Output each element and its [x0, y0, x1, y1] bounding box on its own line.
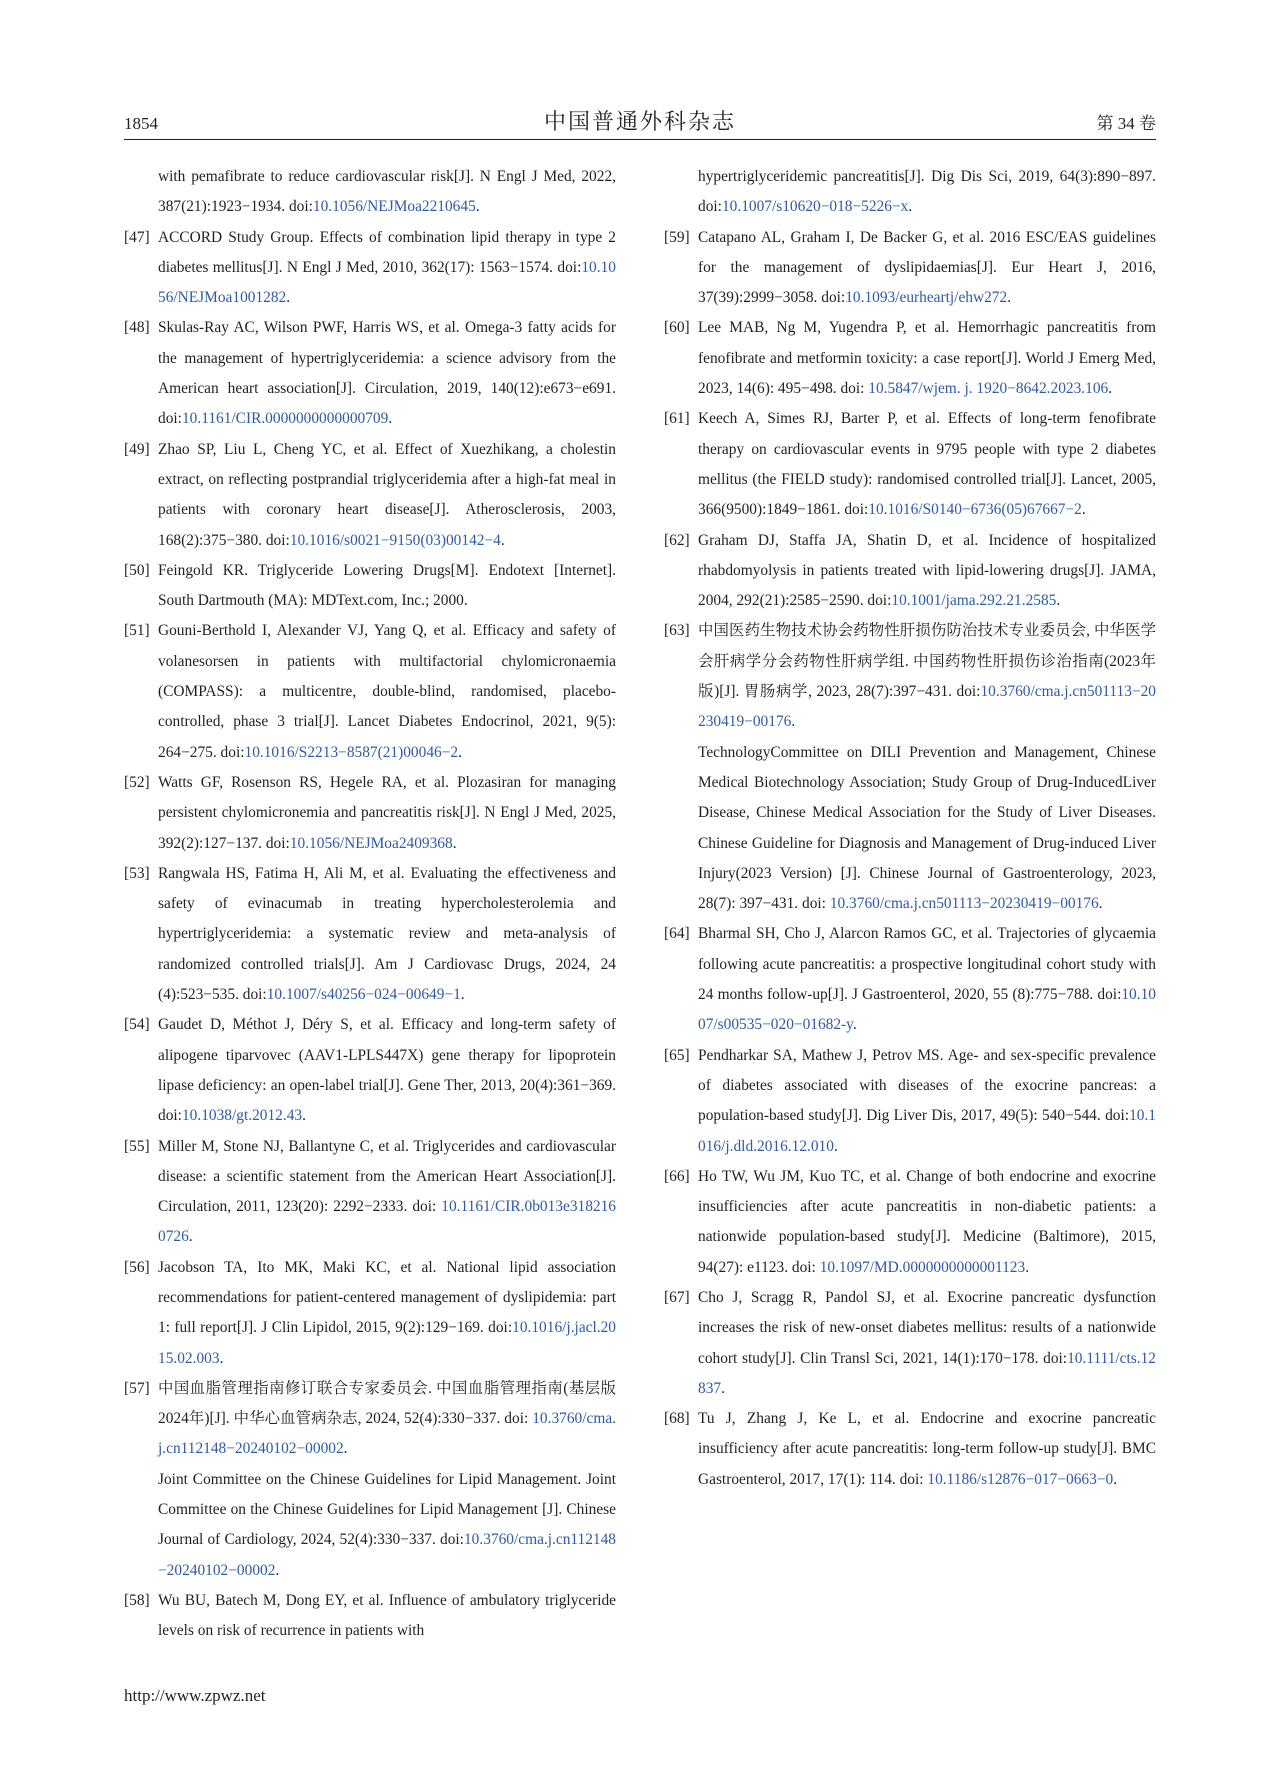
doi-link[interactable]: 10.1007/s10620−018−5226−x — [721, 198, 909, 216]
reference-number: [48] — [124, 319, 150, 337]
footer-url[interactable]: http://www.zpwz.net — [124, 1686, 266, 1705]
reference-tail: . — [1081, 501, 1086, 519]
reference-number: [67] — [664, 1288, 690, 1306]
reference-text: Miller M, Stone NJ, Ballantyne C, et al. Triglycerides and cardiovascular disease: a scientific statement from the American Heart Association[J]. Circulation, 2011, 123(20): 2292−2333. doi: — [158, 1137, 616, 1216]
reference-entry — [124, 313, 616, 434]
reference-entry — [124, 1586, 616, 1647]
reference-text: Keech A, Simes RJ, Barter P, et al. Effects of long-term fenofibrate therapy on cardiovascular events in 9795 people with type 2 diabetes mellitus (the FIELD study): randomised controlled trial[J]. Lancet, 2005, 366(9500):1849−1861. doi: — [698, 410, 1156, 519]
reference-tail: . — [188, 1228, 193, 1246]
reference-tail: . — [1108, 380, 1113, 398]
reference-number: [56] — [124, 1258, 150, 1276]
reference-entry — [124, 859, 616, 1010]
reference-tail: . — [452, 834, 457, 852]
doi-link[interactable]: 10.1016/S2213−8587(21)00046−2 — [244, 743, 459, 761]
reference-number: [66] — [664, 1167, 690, 1185]
reference-number: [54] — [124, 1016, 150, 1034]
reference-text: TechnologyCommittee on DILI Prevention and Management, Chinese Medical Biotechnology Association; Study Group of Drug-InducedLiver Disease, Chinese Medical Association for the Study of Liver Diseases. Chinese Guideline for Diagnosis and Management of Drug-induced Liver Injury(2023 Version) [J]. Chinese Journal of Gastroenterology, 2023, 28(7): 397−431. doi: — [698, 743, 1156, 913]
reference-number: [55] — [124, 1137, 150, 1155]
reference-entry — [664, 526, 1156, 617]
reference-continuation — [124, 162, 616, 223]
reference-entry — [124, 1132, 616, 1253]
reference-text: Gouni-Berthold I, Alexander VJ, Yang Q, et al. Efficacy and safety of volanesorsen in patients with multifactorial chylomicronaemia (COMPASS): a multicentre, double-blind, randomised, placebo-controlled, phase 3 trial[J]. Lancet Diabetes Endocrinol, 2021, 9(5): 264−275. doi: — [158, 622, 616, 761]
doi-link[interactable]: 10.1016/s0021−9150(03)00142−4 — [289, 531, 501, 549]
doi-link[interactable]: 10.1093/eurheartj/ehw272 — [845, 289, 1008, 307]
doi-link[interactable]: 10.1056/NEJMoa2409368 — [289, 834, 453, 852]
reference-tail: . — [852, 1016, 857, 1034]
reference-entry — [664, 404, 1156, 525]
reference-entry — [664, 223, 1156, 314]
doi-link[interactable]: 10.3760/cma.j.cn501113−20230419−00176 — [698, 683, 1156, 731]
reference-tail: . — [1098, 895, 1103, 913]
journal-title: 中国普通外科杂志 — [543, 109, 736, 134]
reference-text: 中国医药生物技术协会药物性肝损伤防治技术专业委员会, 中华医学会肝病学分会药物性肝病学组. 中国药物性肝损伤诊治指南(2023年版)[J]. 胃肠病学, 2023, 28(7):397−431. doi: — [698, 622, 1156, 701]
volume-label: 第 34 卷 — [1096, 114, 1156, 133]
reference-entry — [664, 1283, 1156, 1404]
reference-tail: . — [219, 1349, 224, 1367]
reference-text: Joint Committee on the Chinese Guidelines for Lipid Management. Joint Committee on the Chinese Guidelines for Lipid Management [J]. Chinese Journal of Cardiology, 2024, 52(4):330−337. doi: — [158, 1470, 616, 1549]
doi-link[interactable]: 10.1056/NEJMoa2210645 — [312, 198, 476, 216]
reference-column-left — [124, 162, 616, 1647]
reference-text: hypertriglyceridemic pancreatitis[J]. Dig Dis Sci, 2019, 64(3):890−897. doi: — [698, 168, 1156, 216]
doi-link[interactable]: 10.1111/cts.12837 — [698, 1349, 1156, 1397]
reference-text: Graham DJ, Staffa JA, Shatin D, et al. Incidence of hospitalized rhabdomyolysis in patients treated with lipid-lowering drugs[J]. JAMA, 2004, 292(21):2585−2590. doi: — [698, 531, 1156, 610]
reference-tail: . — [458, 743, 462, 761]
reference-number: [47] — [124, 228, 150, 246]
reference-entry — [124, 616, 616, 767]
reference-number: [64] — [664, 925, 690, 943]
reference-number: [57] — [124, 1379, 150, 1397]
reference-text: ACCORD Study Group. Effects of combination lipid therapy in type 2 diabetes mellitus[J]. N Engl J Med, 2010, 362(17): 1563−1574. doi: — [158, 228, 616, 276]
reference-number: [51] — [124, 622, 150, 640]
reference-entry — [124, 435, 616, 556]
reference-continuation — [664, 738, 1156, 920]
reference-text: Cho J, Scragg R, Pandol SJ, et al. Exocrine pancreatic dysfunction increases the risk of new-onset diabetes mellitus: results of a nationwide cohort study[J]. Clin Transl Sci, 2021, 14(1):170−178. doi: — [698, 1288, 1156, 1367]
reference-number: [53] — [124, 864, 150, 882]
reference-tail: . — [908, 198, 913, 216]
doi-link[interactable]: 10.3760/cma.j.cn112148−20240102−00002 — [158, 1410, 616, 1458]
doi-link[interactable]: 10.1001/jama.292.21.2585 — [891, 592, 1057, 610]
doi-link[interactable]: 10.1016/S0140−6736(05)67667−2 — [868, 501, 1082, 519]
reference-tail: . — [460, 986, 465, 1004]
reference-tail: . — [500, 531, 505, 549]
reference-tail: . — [1113, 1470, 1118, 1488]
reference-entry — [124, 556, 616, 617]
reference-text: Ho TW, Wu JM, Kuo TC, et al. Change of both endocrine and exocrine insufficiencies after acute pancreatitis in non-diabetic patients: a nationwide population-based study[J]. Medicine (Baltimore), 2015, 94(27): e1123. doi: — [698, 1167, 1156, 1276]
reference-entry — [124, 1010, 616, 1131]
doi-link[interactable]: 10.1056/NEJMoa1001282 — [158, 258, 616, 307]
page-header — [124, 104, 1156, 140]
reference-text: Rangwala HS, Fatima H, Ali M, et al. Evaluating the effectiveness and safety of evinacumab in treating hypercholesterolemia and hypertriglyceridemia: a systematic review and meta-analysis of randomized controlled trials[J]. Am J Cardiovasc Drugs, 2024, 24 (4):523−535. doi: — [158, 864, 616, 1004]
reference-number: [60] — [664, 319, 690, 337]
reference-number: [68] — [664, 1410, 690, 1428]
doi-link[interactable]: 10.1016/j.jacl.2015.02.003 — [158, 1319, 616, 1367]
reference-number: [65] — [664, 1046, 690, 1064]
page-number: 1854 — [124, 114, 158, 133]
reference-entry — [664, 313, 1156, 404]
reference-tail: . — [302, 1107, 306, 1125]
reference-entry — [124, 1374, 616, 1465]
reference-tail: . — [275, 1561, 280, 1579]
reference-text: Feingold KR. Triglyceride Lowering Drugs[M]. Endotext [Internet]. South Dartmouth (MA): MDText.com, Inc.; 2000. — [158, 561, 616, 610]
reference-continuation — [124, 1465, 616, 1586]
doi-link[interactable]: 10.5847/wjem. j. 1920−8642.2023.106 — [868, 380, 1109, 398]
reference-text: Zhao SP, Liu L, Cheng YC, et al. Effect of Xuezhikang, a cholestin extract, on reflecting postprandial triglyceridemia after a high-fat meal in patients with coronary heart disease[J]. Atherosclerosis, 2003, 168(2):375−380. doi: — [158, 440, 616, 549]
reference-number: [62] — [664, 531, 690, 549]
doi-link[interactable]: 10.1007/s40256−024−00649−1 — [266, 986, 461, 1004]
reference-number: [50] — [124, 561, 150, 579]
header-divider — [124, 139, 1156, 140]
reference-tail: . — [388, 410, 393, 428]
reference-entry — [664, 616, 1156, 737]
doi-link[interactable]: 10.1016/j.dld.2016.12.010 — [698, 1107, 1156, 1155]
reference-number: [59] — [664, 228, 690, 246]
reference-number: [58] — [124, 1591, 150, 1609]
reference-number: [63] — [664, 622, 690, 640]
reference-text: with pemafibrate to reduce cardiovascular risk[J]. N Engl J Med, 2022, 387(21):1923−1934. doi: — [158, 168, 616, 216]
doi-link[interactable]: 10.1038/gt.2012.43 — [181, 1107, 303, 1125]
reference-tail: . — [1056, 592, 1061, 610]
doi-link[interactable]: 10.1161/CIR.0000000000000709 — [181, 410, 389, 428]
reference-tail: . — [721, 1379, 725, 1397]
reference-number: [52] — [124, 773, 150, 791]
reference-text: Tu J, Zhang J, Ke L, et al. Endocrine and exocrine pancreatic insufficiency after acute pancreatitis: long-term follow-up study[J]. BMC Gastroenterol, 2017, 17(1): 114. doi: — [698, 1410, 1156, 1488]
reference-entry — [124, 223, 616, 314]
reference-text: Bharmal SH, Cho J, Alarcon Ramos GC, et al. Trajectories of glycaemia following acute pancreatitis: a prospective longitudinal cohort study with 24 months follow-up[J]. J Gastroenterol, 2020, 55 (8):775−788. doi: — [698, 925, 1156, 1004]
doi-link[interactable]: 10.3760/cma.j.cn501113−20230419−00176 — [829, 895, 1099, 913]
reference-entry — [664, 1041, 1156, 1162]
reference-entry — [664, 1404, 1156, 1495]
reference-text: Watts GF, Rosenson RS, Hegele RA, et al. Plozasiran for managing persistent chylomicronemia and pancreatitis risk[J]. N Engl J Med, 2025, 392(2):127−137. doi: — [158, 773, 616, 852]
reference-column-right — [664, 162, 1156, 1495]
reference-text: Skulas-Ray AC, Wilson PWF, Harris WS, et al. Omega-3 fatty acids for the management of hypertriglyceridemia: a science advisory from the American heart association[J]. Circulation, 2019, 140(12):e673−e691. doi: — [158, 319, 616, 428]
reference-text: Gaudet D, Méthot J, Déry S, et al. Efficacy and long-term safety of alipogene tiparvovec (AAV1-LPLS447X) gene therapy for lipoprotein lipase deficiency: an open-label trial[J]. Gene Ther, 2013, 20(4):361−369. doi: — [158, 1016, 616, 1125]
reference-number: [61] — [664, 410, 690, 428]
reference-entry — [664, 1162, 1156, 1283]
doi-link[interactable]: 10.1097/MD.0000000000001123 — [819, 1258, 1026, 1276]
doi-link[interactable]: 10.3760/cma.j.cn112148−20240102−00002 — [158, 1531, 616, 1579]
reference-tail: . — [286, 289, 291, 307]
reference-tail: . — [343, 1440, 348, 1458]
doi-link[interactable]: 10.1007/s00535−020−01682-y — [698, 986, 1156, 1034]
reference-entry — [124, 768, 616, 859]
reference-continuation — [664, 162, 1156, 223]
reference-number: [49] — [124, 440, 150, 458]
reference-tail: . — [1007, 289, 1012, 307]
reference-tail: . — [475, 198, 480, 216]
reference-text: Wu BU, Batech M, Dong EY, et al. Influence of ambulatory triglyceride levels on risk of recurrence in patients with — [158, 1591, 616, 1640]
reference-tail: . — [1025, 1258, 1030, 1276]
reference-text: Jacobson TA, Ito MK, Maki KC, et al. National lipid association recommendations for patient-centered management of dyslipidemia: part 1: full report[J]. J Clin Lipidol, 2015, 9(2):129−169. doi: — [158, 1258, 616, 1337]
doi-link[interactable]: 10.1161/CIR.0b013e3182160726 — [158, 1198, 616, 1246]
doi-link[interactable]: 10.1186/s12876−017−0663−0 — [927, 1470, 1114, 1488]
reference-text: 中国血脂管理指南修订联合专家委员会. 中国血脂管理指南(基层版2024年)[J]. 中华心血管病杂志, 2024, 52(4):330−337. doi: — [158, 1379, 616, 1428]
reference-text: Pendharkar SA, Mathew J, Petrov MS. Age- and sex-specific prevalence of diabetes associated with diseases of the exocrine pancreas: a population-based study[J]. Dig Liver Dis, 2017, 49(5): 540−544. doi: — [698, 1046, 1156, 1125]
reference-text: Catapano AL, Graham I, De Backer G, et al. 2016 ESC/EAS guidelines for the management of dyslipidaemias[J]. Eur Heart J, 2016, 37(39):2999−3058. doi: — [698, 228, 1156, 307]
reference-tail: . — [833, 1137, 838, 1155]
reference-tail: . — [791, 713, 796, 731]
reference-text: Lee MAB, Ng M, Yugendra P, et al. Hemorrhagic pancreatitis from fenofibrate and metformin toxicity: a case report[J]. World J Emerg Med, 2023, 14(6): 495−498. doi: — [698, 319, 1156, 398]
reference-entry — [664, 919, 1156, 1040]
reference-entry — [124, 1253, 616, 1374]
